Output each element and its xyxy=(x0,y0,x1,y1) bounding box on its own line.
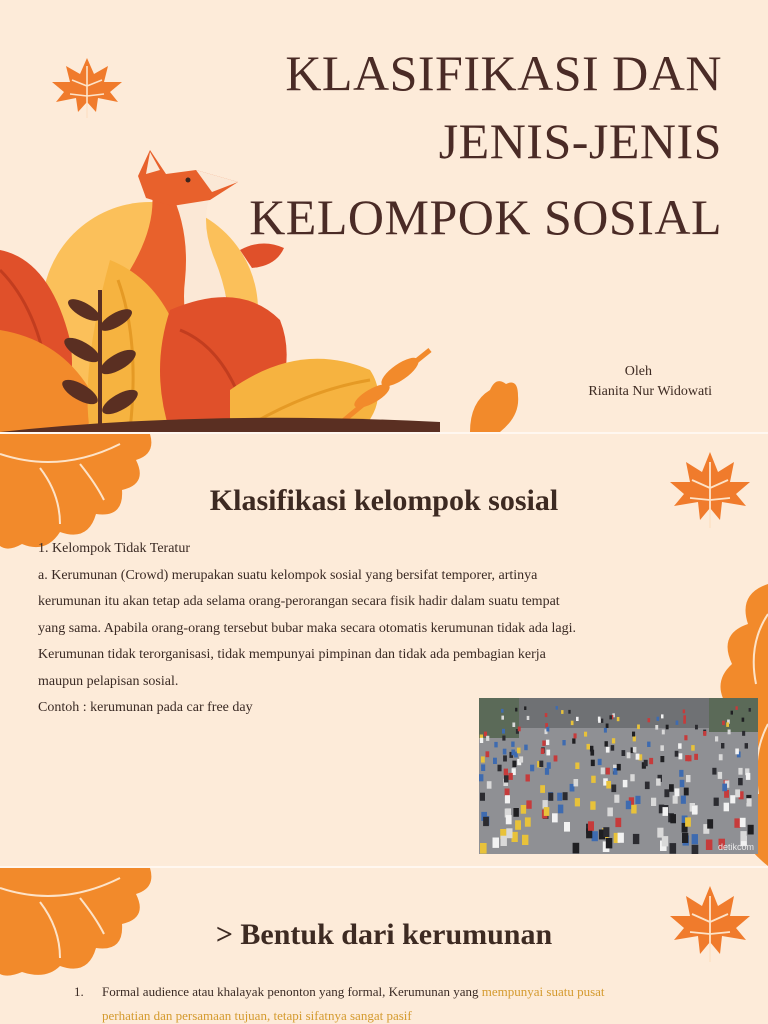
list-item-text xyxy=(102,980,702,1024)
crowd-figure xyxy=(606,724,609,729)
crowd-figure xyxy=(682,833,688,843)
crowd-figure xyxy=(511,742,514,747)
title-line-2: JENIS-JENIS xyxy=(438,113,722,169)
crowd-figure xyxy=(740,831,746,841)
crowd-figure xyxy=(612,738,615,743)
crowd-figure xyxy=(574,733,577,738)
crowd-figure xyxy=(526,800,531,808)
crowd-figure xyxy=(680,780,685,787)
crowd-figure xyxy=(545,713,548,717)
crowd-forms-slide xyxy=(0,868,768,1024)
crowd-figure xyxy=(546,740,549,745)
crowd-figure xyxy=(692,845,699,854)
crowd-figure xyxy=(563,792,568,800)
crowd-figure xyxy=(598,717,601,721)
crowd-figure xyxy=(481,756,485,762)
crowd-figure xyxy=(552,813,558,822)
crowd-figure xyxy=(607,808,613,817)
crowd-figure xyxy=(572,738,575,743)
crowd-figure xyxy=(515,708,517,712)
crowd-figure xyxy=(692,806,698,815)
crowd-figure xyxy=(661,714,664,718)
crowd-figure xyxy=(618,833,624,843)
crowd-figure xyxy=(522,835,528,845)
crowd-figure xyxy=(675,788,680,796)
crowd-figure xyxy=(742,731,745,736)
crowd-figure xyxy=(547,762,551,769)
crowd-figure xyxy=(662,836,668,846)
crowd-figure xyxy=(601,719,604,723)
title-line-1: KLASIFIKASI DAN xyxy=(285,45,722,101)
crowd-figure xyxy=(738,778,743,785)
crowd-figure xyxy=(748,825,754,835)
crowd-figure xyxy=(626,801,631,810)
crowd-figure xyxy=(691,745,695,751)
crowd-figure xyxy=(506,815,512,824)
crowd-figure xyxy=(484,732,487,737)
crowd-figure xyxy=(604,728,607,733)
crowd-figure xyxy=(735,789,740,797)
crowd-photo xyxy=(479,698,758,854)
classification-slide xyxy=(0,434,768,866)
crowd-figure xyxy=(633,736,636,741)
crowd-figure xyxy=(511,750,515,756)
crowd-figure xyxy=(554,755,558,761)
crowd-figure xyxy=(669,784,674,792)
crowd-figure xyxy=(649,758,653,764)
paragraph-line: maupun pelapisan sosial. xyxy=(38,673,179,689)
crowd-figure xyxy=(719,754,723,760)
crowd-figure xyxy=(521,805,526,814)
crowd-figure xyxy=(734,818,740,827)
crowd-figure xyxy=(530,765,534,772)
author-name: Rianita Nur Widowati xyxy=(588,384,712,399)
crowd-figure xyxy=(715,736,718,741)
photo-caption: detikcom xyxy=(717,842,754,852)
crowd-figure xyxy=(539,761,543,767)
crowd-figure xyxy=(718,772,722,779)
crowd-figure xyxy=(606,768,610,775)
crowd-figure xyxy=(746,773,750,780)
crowd-figure xyxy=(722,784,727,792)
crowd-figure xyxy=(598,759,602,765)
crowd-figure xyxy=(679,753,683,759)
crowd-figure xyxy=(562,740,565,745)
list-number: 1. xyxy=(74,984,84,999)
crowd-figure xyxy=(735,749,739,755)
crowd-figure xyxy=(655,725,658,730)
crowd-figure xyxy=(480,738,483,743)
crowd-figure xyxy=(695,725,698,730)
crowd-figure xyxy=(481,764,485,771)
example-line: Contoh : kerumunan pada car free day xyxy=(38,700,253,715)
crowd-figure xyxy=(685,817,691,826)
crowd-figure xyxy=(590,750,594,756)
crowd-figure xyxy=(506,828,512,838)
section-body xyxy=(38,536,708,722)
crowd-figure xyxy=(584,732,587,737)
section-heading: Klasifikasi kelompok sosial xyxy=(209,484,559,517)
by-label: Oleh xyxy=(624,364,652,379)
crowd-figure xyxy=(622,750,626,756)
crowd-figure xyxy=(683,715,686,719)
crowd-figure xyxy=(637,725,640,730)
crowd-figure xyxy=(502,736,505,741)
crowd-figure xyxy=(493,758,497,764)
crowd-figure xyxy=(524,745,528,751)
crowd-figure xyxy=(681,796,686,804)
crowd-figure xyxy=(519,756,523,762)
crowd-figure xyxy=(635,796,640,804)
crowd-figure xyxy=(606,781,611,789)
crowd-figure xyxy=(678,743,682,749)
crowd-figure xyxy=(721,743,724,749)
crowd-figure xyxy=(703,731,706,736)
crowd-figure xyxy=(692,834,698,844)
crowd-figure xyxy=(479,774,483,781)
crowd-figure xyxy=(636,754,640,760)
item-text: Formal audience atau khalayak penonton yang formal, Kerumunan yang xyxy=(102,984,482,999)
crowd-figure xyxy=(558,805,563,814)
crowd-figure xyxy=(544,807,550,816)
crowd-figure xyxy=(742,718,745,722)
crowd-figure xyxy=(546,727,549,732)
crowd-figure xyxy=(673,796,678,804)
crowd-figure xyxy=(513,808,519,817)
crowd-figure xyxy=(662,730,665,735)
crowd-figure xyxy=(666,725,669,730)
crowd-figure xyxy=(694,754,698,760)
crowd-figure xyxy=(512,723,515,728)
crowd-figure xyxy=(574,779,579,786)
crowd-figure xyxy=(656,778,661,785)
crowd-figure xyxy=(483,817,489,826)
crowd-scene-image xyxy=(479,698,758,854)
crowd-figure xyxy=(683,710,685,714)
crowd-figure xyxy=(561,710,563,714)
crowd-figure xyxy=(480,843,487,854)
crowd-figure xyxy=(738,768,742,775)
crowd-figure xyxy=(684,788,689,796)
crowd-figure xyxy=(501,709,503,713)
crowd-figure xyxy=(623,780,628,787)
crowd-figure xyxy=(675,751,679,757)
crowd-figure xyxy=(627,752,631,758)
crowd-figure xyxy=(611,785,616,793)
crowd-figure xyxy=(657,717,660,721)
crowd-figure xyxy=(494,742,497,748)
crowd-figure xyxy=(545,768,549,775)
crowd-figure xyxy=(664,789,669,797)
crowd-figure xyxy=(503,755,507,761)
crowd-figure xyxy=(663,807,669,816)
crowd-figure xyxy=(575,763,579,770)
crowd-figure xyxy=(590,801,595,810)
crowd-figure xyxy=(505,795,510,803)
crowd-figure xyxy=(518,727,521,732)
crowd-figure xyxy=(633,834,639,844)
crowd-figure xyxy=(712,768,716,775)
autumn-fox-illustration xyxy=(0,140,520,432)
crowd-figure xyxy=(685,755,689,761)
crowd-figure xyxy=(575,798,580,806)
title-line-3: KELOMPOK SOSIAL xyxy=(249,189,722,245)
crowd-figure xyxy=(679,770,683,777)
crowd-figure xyxy=(541,748,545,754)
crowd-figure xyxy=(501,716,504,720)
crowd-figure xyxy=(632,732,635,737)
crowd-figure xyxy=(670,814,676,823)
crowd-figure xyxy=(526,774,530,781)
crowd-figure xyxy=(746,798,751,806)
crowd-figure xyxy=(588,821,594,831)
crowd-figure xyxy=(556,706,558,710)
crowd-figure xyxy=(591,760,595,766)
crowd-figure xyxy=(487,781,492,789)
crowd-figure xyxy=(660,756,664,762)
maple-leaf-icon xyxy=(50,56,124,120)
crowd-figure xyxy=(493,838,500,848)
crowd-figure xyxy=(486,751,490,757)
crowd-figure xyxy=(557,793,562,801)
crowd-figure xyxy=(686,775,691,782)
crowd-figure xyxy=(515,820,521,830)
paragraph-line: kerumunan itu akan tetap ada selama orang-perorangan secara fisik hadir dalam suatu tempat xyxy=(38,594,560,609)
crowd-figure xyxy=(540,785,545,793)
crowd-figure xyxy=(684,735,687,740)
paragraph-line: a. Kerumunan (Crowd) merupakan suatu kelompok sosial yang bersifat temporer, artinya xyxy=(38,567,538,583)
crowd-figure xyxy=(571,721,574,725)
crowd-figure xyxy=(726,722,729,727)
crowd-figure xyxy=(749,708,751,712)
crowd-figure xyxy=(651,798,656,806)
crowd-figure xyxy=(731,711,733,715)
crowd-figure xyxy=(606,747,610,753)
crowd-figure xyxy=(617,764,621,771)
highlighted-text: perhatian dan persamaan tujuan, tetapi sifatnya sangat pasif xyxy=(102,1008,412,1023)
crowd-figure xyxy=(591,776,596,783)
crowd-figure xyxy=(606,838,613,848)
highlighted-text: mempunyai suatu pusat xyxy=(481,984,605,999)
crowd-figure xyxy=(706,840,713,851)
crowd-figure xyxy=(486,736,489,741)
crowd-figure xyxy=(498,765,502,772)
crowd-figure xyxy=(601,768,605,775)
crowd-figure xyxy=(502,729,505,734)
crowd-figure xyxy=(714,798,719,806)
paragraph-line: Kerumunan tidak terorganisasi, tidak mempunyai pimpinan dan tidak ada pembagian kerja xyxy=(38,647,546,662)
crowd-figure xyxy=(524,706,526,710)
crowd-figure xyxy=(614,795,619,803)
crowd-figure xyxy=(609,715,612,719)
crowd-figure xyxy=(527,716,530,720)
section-heading: > Bentuk dari kerumunan xyxy=(215,918,553,951)
crowd-figure xyxy=(670,843,677,854)
crowd-figure xyxy=(546,750,550,756)
crowd-figure xyxy=(611,745,615,751)
crowd-figure xyxy=(740,818,746,827)
crowd-figure xyxy=(517,748,521,754)
crowd-figure xyxy=(505,789,510,797)
crowd-figure xyxy=(592,831,598,841)
crowd-figure xyxy=(503,749,507,755)
crowd-figure xyxy=(603,827,609,837)
crowd-figure xyxy=(501,836,507,846)
title-slide xyxy=(0,0,768,432)
crowd-figure xyxy=(683,719,686,723)
crowd-figure xyxy=(504,769,508,776)
crowd-figure xyxy=(576,717,579,721)
crowd-figure xyxy=(512,761,516,767)
crowd-figure xyxy=(644,760,648,766)
crowd-figure xyxy=(617,717,620,721)
crowd-figure xyxy=(605,741,608,746)
crowd-figure xyxy=(548,793,553,801)
crowd-figure xyxy=(648,718,651,722)
crowd-figure xyxy=(587,744,591,750)
crowd-figure xyxy=(568,710,570,714)
crowd-figure xyxy=(615,818,621,827)
crowd-figure xyxy=(722,721,725,725)
crowd-figure xyxy=(480,793,485,801)
crowd-figure xyxy=(676,721,679,725)
crowd-figure xyxy=(660,745,664,751)
crowd-figure xyxy=(633,747,637,753)
paragraph-line: yang sama. Apabila orang-orang tersebut bubar maka secara otomatis kerumunan tidak ada lagi. xyxy=(38,620,577,636)
crowd-figure xyxy=(745,743,748,749)
crowd-figure xyxy=(736,706,738,710)
crowd-figure xyxy=(508,773,512,780)
crowd-figure xyxy=(564,822,570,832)
crowd-figure xyxy=(730,795,735,803)
crowd-figure xyxy=(573,843,580,854)
crowd-figure xyxy=(647,742,650,747)
crowd-figure xyxy=(630,774,634,781)
list-item: 1. Kelompok Tidak Teratur xyxy=(38,541,190,556)
crowd-figure xyxy=(724,803,729,812)
crowd-figure xyxy=(631,805,636,814)
crowd-figure xyxy=(525,817,531,826)
crowd-figure xyxy=(542,741,545,746)
crowd-figure xyxy=(645,782,650,790)
crowd-figure xyxy=(707,819,713,828)
crowd-figure xyxy=(728,730,731,735)
crowd-figure xyxy=(504,775,509,782)
